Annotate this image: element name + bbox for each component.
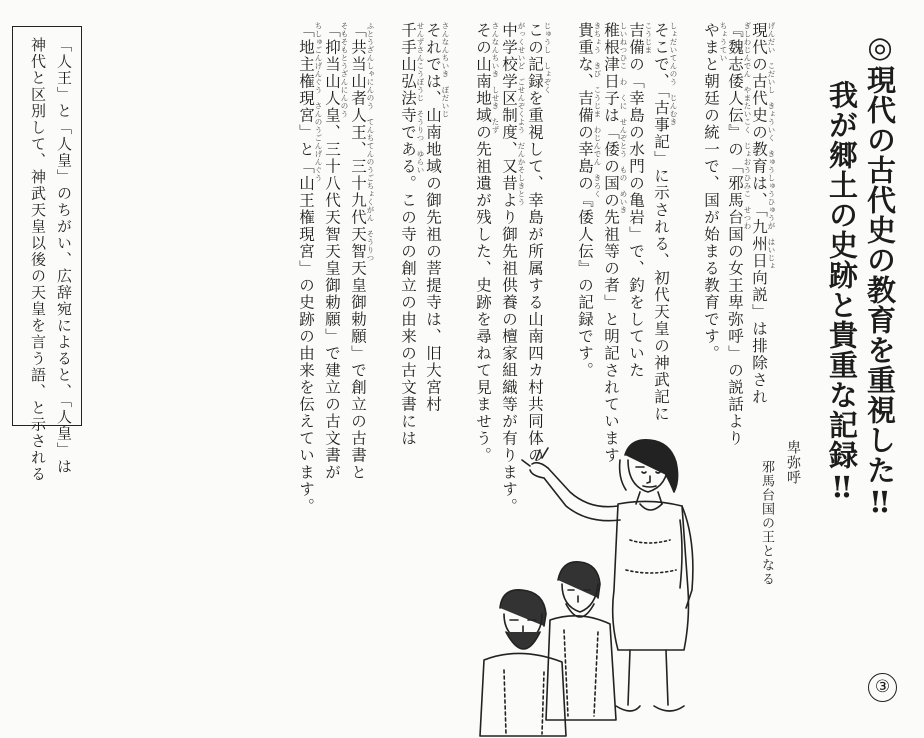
body-column-10: その山南地域の先祖遺が残した、史跡を尋ねて見ませう。 (474, 22, 492, 464)
body-column-11: それでは、山南地域の御先祖の菩提寺は、旧大宮村 (424, 22, 442, 413)
furigana-column-1: げんだい こだいし きょういく きゅうしゅうひゅうが はいじょ (767, 22, 776, 270)
furigana-column-2: ぎしわじんでん やまたいこく じょおうひみこ せつわ (743, 22, 752, 230)
himiko-illustration (470, 420, 790, 738)
furigana-column-6: しいねつひこ わ くに せんぞとう もの めいき (619, 22, 628, 214)
furigana-column-15: ちしゅごんげんぐう さんのうごんげんぐう (314, 22, 323, 182)
furigana-column-10: さんなんちいき しせき たず (491, 22, 500, 134)
furigana-column-7: きちょう きび こうじま わじんでん きろく (593, 22, 602, 198)
body-column-4: そこで、「古事記」に示される、初代天皇の神武記に (652, 22, 670, 423)
body-column-12: 千手山弘法寺である。この寺の創立の由来の古文書には (399, 22, 417, 447)
body-column-7: 貴重な、吉備の幸島の『倭人伝』の記録です。 (576, 22, 594, 379)
furigana-column-11: さんなんちいき ぼだいじ (441, 22, 450, 118)
body-column-15: 「地主権現宮」と「山王権現宮」の史跡の由来を伝えています。 (297, 22, 315, 515)
note-column-1: 「人王」と「人皇」のちがい、広辞宛によると、「人皇」は (55, 37, 73, 475)
furigana-column-5: こうじま (644, 22, 653, 54)
caption-yamatai-ruler: 邪馬台国の王となる (759, 460, 774, 586)
body-column-5: 吉備の「幸島の水門の亀岩」で、釣をしていた (627, 22, 645, 379)
furigana-column-3: ちょうてい (719, 22, 728, 62)
note-column-2: 神代と区別して、神武天皇以後の天皇を言う語、と示される (29, 37, 47, 483)
body-column-6: 稚根津日子は「倭の国の先祖等の者」と明記されています (602, 22, 620, 464)
furigana-column-14: そもそもとうざんにんのう (340, 22, 349, 118)
furigana-column-4: しょだいてんのう じんむき (669, 22, 678, 126)
furigana-column-9: がっくせいど ごせんぞくよう だんかそしきとう (517, 22, 526, 206)
body-column-2: 『魏志倭人伝』の「邪馬台国の女王卑弥呼」の説話より (726, 22, 744, 447)
body-column-14: 「抑当山人皇、三十八代天智天皇御勅願」で建立の古文書が (323, 22, 341, 481)
furigana-column-13: ふとうざんしゃにんのう てんちてんのうごちょくがん そうりつ (366, 22, 375, 262)
body-column-8: この記録を重視して、幸島が所属する山南四カ村共同体の (526, 22, 544, 464)
page-number: ③ (868, 673, 897, 702)
body-column-9: 中学校学区制度、又昔より御先祖供養の檀家組織等が有ります。 (500, 22, 518, 515)
furigana-column-12: せんずさんこうぼうじ そうりつ ゆらい (416, 22, 425, 174)
note-box (12, 26, 82, 483)
furigana-column-8: じゅうし しょぞく (543, 22, 552, 94)
body-column-1: 現代の古代史の教育は、「九州日向説」は排除され (750, 22, 768, 406)
follower-figure-left (480, 590, 566, 736)
follower-figure-right (546, 562, 616, 720)
title-line-2: 我が郷土の史跡と貴重な記録‼ (825, 80, 859, 505)
caption-himiko: 卑弥呼 (785, 440, 801, 485)
title-line-1: ◎現代の古代史の教育を重視した‼ (863, 30, 897, 520)
body-column-3: やまと朝廷の統一で、国が始まる教育です。 (702, 22, 720, 362)
body-column-13: 「共当山者人王、三十九代天智天皇御勅願」で創立の古書と (349, 22, 367, 481)
